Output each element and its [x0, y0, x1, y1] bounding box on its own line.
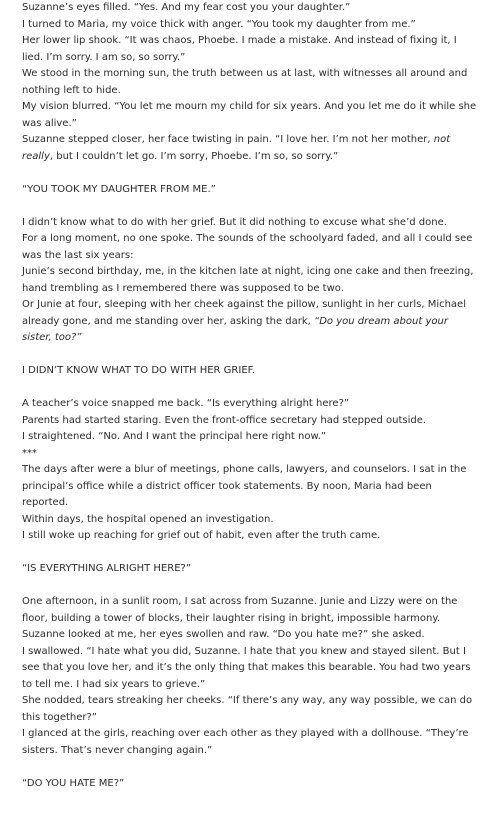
paragraph: Suzanne’s eyes filled. “Yes. And my fear cost you your daughter.” — [22, 2, 351, 13]
paragraph: I didn’t know what to do with her grief. But it did nothing to excuse what she’d done. — [22, 216, 447, 228]
paragraph: She nodded, tears streaking her cheeks. “If there’s any way, any way possible, we can do this together?” — [22, 695, 473, 723]
pull-quote: “IS EVERYTHING ALRIGHT HERE?” — [22, 563, 191, 574]
paragraph-text: , but I couldn’t let go. I’m sorry, Phoebe. I’m so, so sorry.” — [49, 150, 339, 162]
paragraph: I glanced at the girls, reaching over each other as they played with a dollhouse. “They’re sisters. That’s never changing again.” — [22, 728, 469, 756]
paragraph: We stood in the morning sun, the truth between us at last, with witnesses all around and nothing left to hide. — [22, 68, 468, 96]
paragraph — [22, 132, 480, 165]
paragraph: Her lower lip shook. “It was chaos, Phoebe. I made a mistake. And instead of fixing it, I lied. I’m sorry. I am so, so sorry.” — [22, 35, 457, 63]
pull-quote: “YOU TOOK MY DAUGHTER FROM ME.” — [22, 183, 216, 195]
paragraph: One afternoon, in a sunlit room, I sat across from Suzanne. Junie and Lizzy were on the floor, building a tower of blocks, their laughter rising in bright, impossible harmony. — [22, 596, 458, 624]
pull-quote: “DO YOU HATE ME?” — [22, 777, 125, 789]
section-break: *** — [22, 447, 37, 459]
paragraph: I still woke up reaching for grief out of habit, even after the truth came. — [22, 530, 381, 541]
paragraph: A teacher’s voice snapped me back. “Is everything alright here?” — [22, 398, 350, 409]
paragraph: Within days, the hospital opened an investigation. — [22, 513, 274, 525]
paragraph: I straightened. “No. And I want the principal here right now.” — [22, 431, 327, 442]
paragraph: My vision blurred. “You let me mourn my child for six years. And you let me do it while she was alive.” — [22, 101, 477, 129]
pull-quote: I DIDN’T KNOW WHAT TO DO WITH HER GRIEF. — [22, 365, 255, 376]
paragraph: I turned to Maria, my voice thick with anger. “You took my daughter from me.” — [22, 18, 416, 30]
paragraph: Parents had started staring. Even the front-office secretary had stepped outside. — [22, 414, 427, 426]
emphasis-text: not really — [22, 134, 451, 162]
paragraph: For a long moment, no one spoke. The sounds of the schoolyard faded, and all I could see was the last six years: — [22, 233, 473, 261]
emphasis-text: “Do you dream about your sister, too?” — [22, 315, 448, 343]
paragraph: The days after were a blur of meetings, phone calls, lawyers, and counselors. I sat in the principal’s office while a district officer took statements. By noon, Maria had been reported. — [22, 464, 467, 508]
paragraph: I swallowed. “I hate what you did, Suzanne. I hate that you knew and stayed silent. But I see that you love her, and it’s the only thing that makes this bearable. You had two years to tell me. I had six years to grieve.” — [22, 645, 471, 690]
paragraph: Suzanne looked at me, her eyes swollen and raw. “Do you hate me?” she asked. — [22, 629, 425, 640]
paragraph: Junie’s second birthday, me, in the kitchen late at night, icing one cake and then freezing, hand trembling as I remembered there was supposed to be two. — [22, 266, 474, 294]
paragraph — [22, 297, 480, 347]
paragraph-text: Suzanne stepped closer, her face twisting in pain. “I love her. I’m not her mother, — [22, 134, 434, 145]
paragraph-text: Or Junie at four, sleeping with her cheek against the pillow, sunlight in her curls, Michael already gone, and me standing over her, asking the dark, — [22, 299, 466, 327]
